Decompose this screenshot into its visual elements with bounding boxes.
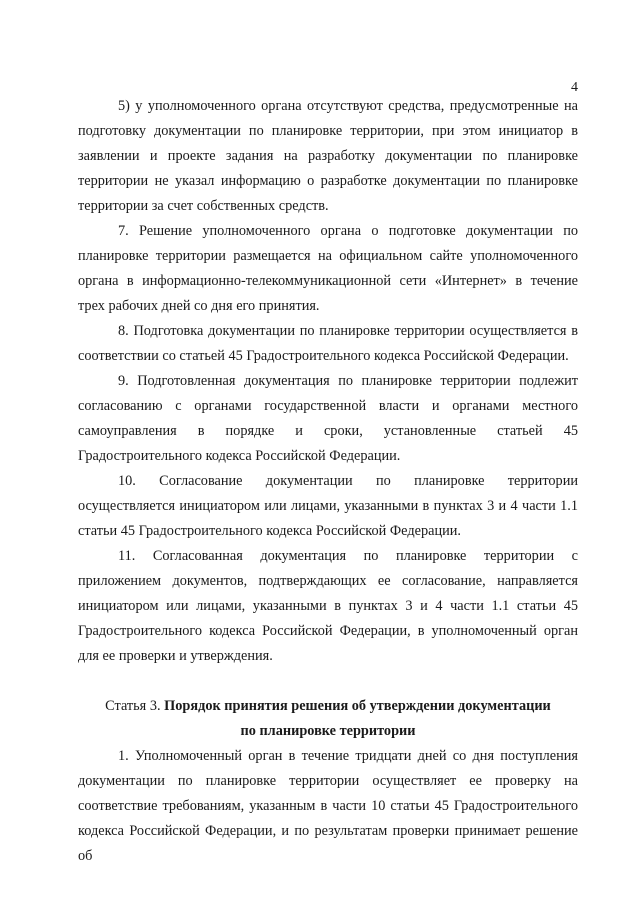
page-number: 4 — [571, 80, 578, 95]
paragraph-8: 8. Подготовка документации по планировке территории осуществляется в соответствии со статьей 45 Градостроительного кодекса Российской Федерации. — [78, 323, 578, 364]
article-3-paragraph-1: 1. Уполномоченный орган в течение тридцати дней со дня поступления документации по планировке территории осуществляет ее проверку на соответствие требованиям, указанным в части 10 статьи 45 Градостроительного кодекса Российской Федерации, и по результатам проверки принимает решение об — [78, 748, 578, 864]
paragraph-9: 9. Подготовленная документация по планировке территории подлежит согласованию с органами государственной власти и органами местного самоуправления в порядке и сроки, установленные статьей 45 Градостроительного кодекса Российской Федерации. — [78, 373, 578, 464]
paragraph-10: 10. Согласование документации по планировке территории осуществляется инициатором или лицами, указанными в пунктах 3 и 4 части 1.1 статьи 45 Градостроительного кодекса Российской Федерации. — [78, 473, 578, 539]
paragraph-item-5: 5) у уполномоченного органа отсутствуют средства, предусмотренные на подготовку документации по планировке территории, при этом инициатор в заявлении и проекте задания на разработку документации по планировке территории не указал информацию о разработке документации по планировке территории за счет собственных средств. — [78, 98, 578, 214]
document-body — [78, 94, 578, 869]
article-title: Порядок принятия решения об утверждении документации по планировке территории — [164, 698, 551, 739]
paragraph-7: 7. Решение уполномоченного органа о подготовке документации по планировке территории размещается на официальном сайте уполномоченного органа в информационно-телекоммуникационной сети «Интернет» в течение трех рабочих дней со дня его принятия. — [78, 223, 578, 314]
article-number: Статья 3. — [105, 698, 161, 714]
article-heading — [78, 694, 578, 744]
paragraph-11: 11. Согласованная документация по планировке территории с приложением документов, подтверждающих ее согласование, направляется инициатором или лицами, указанными в пунктах 3 и 4 части 1.1 статьи 45 Градостроительного кодекса Российской Федерации, в уполномоченный орган для ее проверки и утверждения. — [78, 548, 578, 664]
section-spacer — [78, 669, 578, 694]
